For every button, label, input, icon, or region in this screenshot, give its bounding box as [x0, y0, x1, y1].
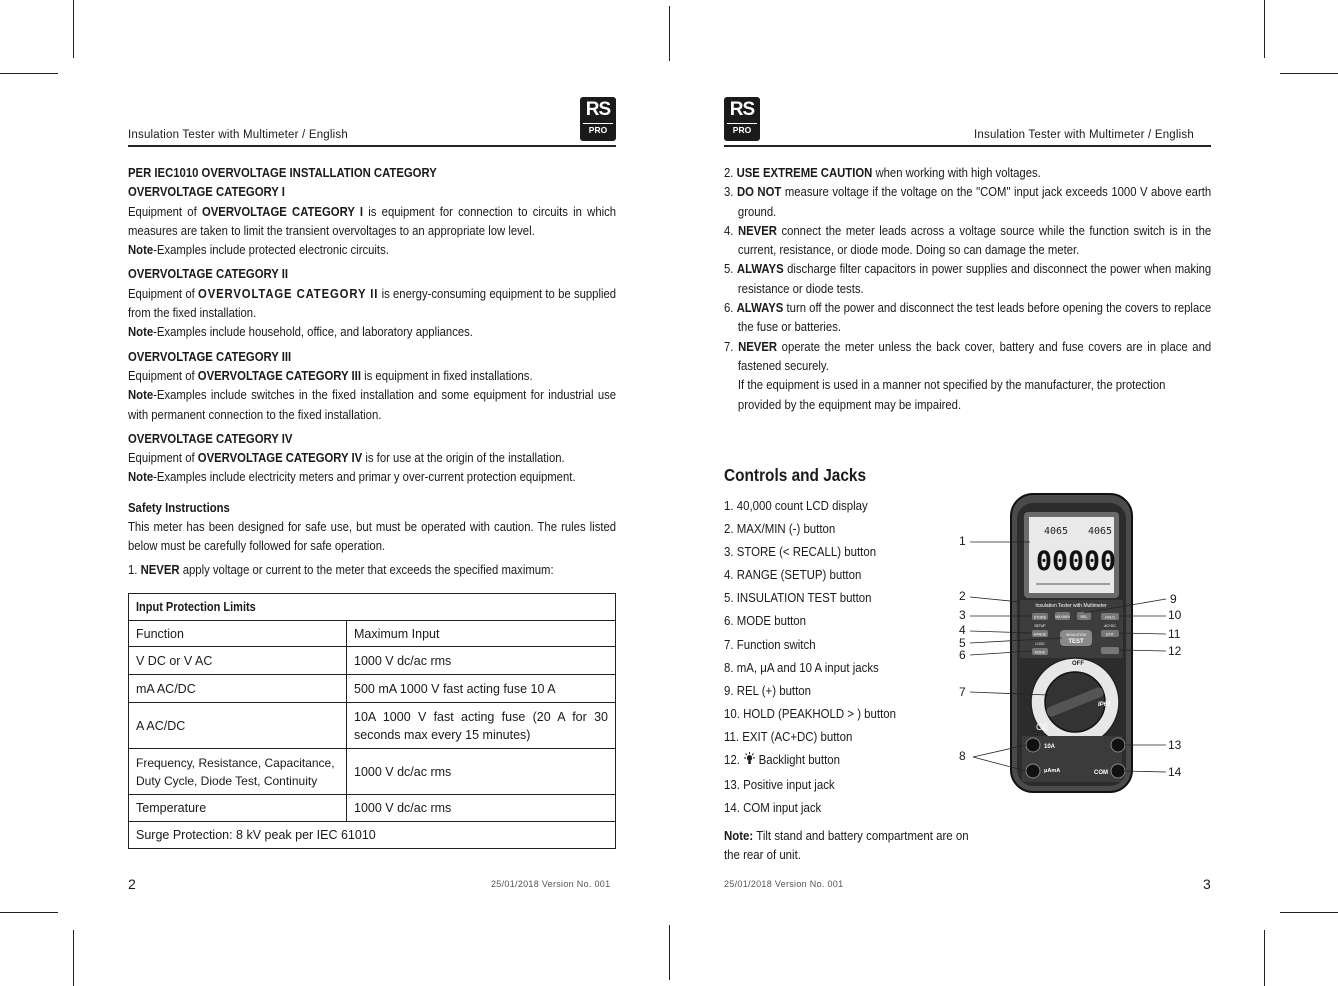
category-text: Equipment of OVERVOLTAGE CATEGORY I is equipment for connection to circuits in which measures are taken to limit the transient overvoltages to an appropriate low level. [128, 203, 617, 238]
table-cell: 10A 1000 V fast acting fuse (20 A for 30 seconds max every 15 minutes) [347, 703, 616, 749]
jack-ua-ma[interactable] [1026, 764, 1040, 778]
callout-4: 4 [959, 623, 966, 637]
backlight-button[interactable] [1101, 647, 1119, 654]
jack-positive[interactable] [1111, 738, 1125, 752]
safety-heading: Safety Instructions [128, 499, 230, 515]
safety-item: 1. NEVER apply voltage or current to the meter that exceeds the specified maximum: [128, 561, 554, 577]
safety-text: This meter has been designed for safe use, but must be operated with caution. The rules listed below must be carefully followed for safe operation. [128, 519, 617, 554]
control-item: 6. MODE button [724, 613, 807, 629]
rs-pro-logo [724, 97, 760, 141]
note-text: Note: Tilt stand and battery compartment are on the rear of unit. [724, 828, 969, 862]
svg-text:STORE: STORE [1033, 615, 1047, 620]
logo-rs: RS [729, 99, 755, 120]
crop-mark [669, 6, 670, 61]
crop-mark [1280, 73, 1338, 74]
category-text: Equipment of OVERVOLTAGE CATEGORY IV is for use at the origin of the installation. [128, 450, 565, 466]
callout-3: 3 [959, 608, 966, 622]
bulb-icon [743, 750, 755, 773]
category-heading: OVERVOLTAGE CATEGORY I [128, 184, 285, 200]
callout-9: 9 [1170, 592, 1177, 606]
table-cell: Temperature [129, 795, 347, 822]
table-cell: A AC/DC [129, 703, 347, 749]
controls-heading: Controls and Jacks [724, 465, 867, 485]
page-number-left: 2 [128, 876, 136, 892]
header-title-right: Insulation Tester with Multimeter / English [974, 129, 1194, 141]
jack-10a[interactable] [1026, 738, 1040, 752]
jack-com[interactable] [1111, 764, 1125, 778]
version-left: 25/01/2018 Version No. 001 [491, 879, 611, 889]
table-cell: 1000 V dc/ac rms [347, 749, 616, 795]
header-title-left: Insulation Tester with Multimeter / English [128, 129, 348, 141]
callout-2: 2 [959, 589, 966, 603]
callout-7: 7 [959, 685, 966, 699]
control-item: 12. Backlight button [724, 748, 896, 773]
crop-mark [0, 73, 58, 74]
crop-mark [1264, 0, 1265, 58]
control-item: 14. COM input jack [724, 800, 822, 816]
input-protection-table [128, 593, 616, 849]
svg-text:SETUP: SETUP [1034, 624, 1046, 628]
multimeter-illustration [955, 490, 1195, 800]
safety-item: 6. ALWAYS turn off the power and disconnect the test leads before opening the covers to replace the fuse or batteries. [724, 300, 1212, 335]
category-note: Note-Examples include switches in the fixed installation and some equipment for industrial use with permanent connection to the fixed installation. [128, 387, 617, 422]
control-item: 5. INSULATION TEST button [724, 590, 872, 606]
crop-mark [669, 925, 670, 980]
logo-pro: PRO [727, 123, 757, 136]
control-item: 8. mA, μA and 10 A input jacks [724, 659, 879, 675]
category-heading: OVERVOLTAGE CATEGORY III [128, 348, 292, 364]
svg-text:MODE: MODE [1034, 650, 1046, 655]
svg-text:10A: 10A [1044, 744, 1056, 750]
control-item: 2. MAX/MIN (-) button [724, 521, 836, 537]
control-item: 9. REL (+) button [724, 682, 812, 698]
callout-6: 6 [959, 648, 966, 662]
table-header: Maximum Input [347, 621, 616, 647]
lcd-small-left: 4065 [1044, 526, 1069, 537]
control-item: 7. Function switch [724, 636, 816, 652]
table-cell: mA AC/DC [129, 675, 347, 703]
callout-8: 8 [959, 749, 966, 763]
crop-mark [73, 0, 74, 58]
table-cell: V DC or V AC [129, 647, 347, 675]
table-cell: 1000 V dc/ac rms [347, 795, 616, 822]
left-body [128, 163, 616, 579]
table-header: Function [129, 621, 347, 647]
category-heading: OVERVOLTAGE CATEGORY IV [128, 430, 293, 446]
svg-text:RANGE: RANGE [1033, 632, 1047, 637]
svg-text:IP67: IP67 [1098, 702, 1111, 708]
safety-item: 3. DO NOT measure voltage if the voltage on the "COM" input jack exceeds 1000 V above earth ground. [724, 184, 1212, 219]
header-rule-right [724, 145, 1211, 147]
table-cell: Frequency, Resistance, Capacitance, Duty Cycle, Diode Test, Continuity [129, 749, 347, 795]
callout-5: 5 [959, 636, 966, 650]
svg-text:OFF: OFF [1072, 661, 1084, 667]
lcd-small-right: 4065 [1088, 526, 1113, 537]
logo-pro: PRO [583, 123, 613, 136]
rs-pro-logo [580, 97, 616, 141]
safety-item: 4. NEVER connect the meter leads across a voltage source while the function switch is in the current, resistance, or diode mode. Doing so can damage the meter. [724, 222, 1212, 258]
callout-14: 14 [1168, 765, 1182, 779]
category-note: Note-Examples include electricity meters and primar y over-current protection equipment. [128, 469, 576, 485]
closing-text: If the equipment is used in a manner not specified by the manufacturer, the protection provided by the equipment may be impaired. [737, 377, 1166, 412]
svg-text:REL: REL [1080, 615, 1088, 619]
control-item: 13. Positive input jack [724, 777, 835, 793]
category-note: Note-Examples include household, office, and laboratory appliances. [128, 324, 473, 340]
lcd-main: 00000 [1036, 546, 1116, 577]
svg-text:INSULATION: INSULATION [1065, 633, 1087, 637]
callout-10: 10 [1168, 608, 1182, 622]
control-item: 1. 40,000 count LCD display [724, 498, 868, 513]
category-heading: OVERVOLTAGE CATEGORY II [128, 266, 289, 282]
controls-list [724, 494, 896, 819]
callout-1: 1 [959, 534, 966, 548]
control-item: 11. EXIT (AC+DC) button [724, 728, 853, 744]
callout-13: 13 [1168, 738, 1182, 752]
svg-text:LOCK: LOCK [1035, 642, 1045, 646]
svg-text:MAX/MIN: MAX/MIN [1055, 615, 1070, 619]
svg-text:COM: COM [1094, 770, 1108, 776]
table-footer: Surge Protection: 8 kV peak per IEC 61010 [129, 822, 616, 849]
safety-item: 5. ALWAYS discharge filter capacitors in power supplies and disconnect the power when making resistance or diode tests. [724, 261, 1212, 296]
svg-text:EXIT: EXIT [1106, 632, 1114, 637]
crop-mark [1280, 912, 1338, 913]
header-rule-left [128, 145, 616, 147]
svg-text:HOLD: HOLD [1105, 615, 1115, 620]
svg-text:AC+DC: AC+DC [1104, 624, 1116, 628]
callout-11: 11 [1168, 627, 1181, 641]
control-item: 4. RANGE (SETUP) button [724, 567, 862, 583]
callout-12: 12 [1168, 644, 1182, 658]
section-heading: PER IEC1010 OVERVOLTAGE INSTALLATION CATEGORY [128, 165, 437, 180]
version-right: 25/01/2018 Version No. 001 [724, 879, 844, 889]
crop-mark [0, 912, 58, 913]
svg-text:TEST: TEST [1068, 639, 1084, 645]
page-number-right: 3 [1203, 876, 1211, 892]
right-body [724, 163, 1211, 414]
logo-rs: RS [585, 99, 611, 120]
svg-text:μAmA: μAmA [1044, 768, 1061, 774]
category-note: Note-Examples include protected electronic circuits. [128, 242, 389, 258]
crop-mark [73, 930, 74, 986]
control-item: 3. STORE (< RECALL) button [724, 544, 877, 560]
table-cell: 1000 V dc/ac rms [347, 647, 616, 675]
svg-text:CE: CE [1036, 722, 1049, 732]
crop-mark [1264, 930, 1265, 986]
category-text: Equipment of OVERVOLTAGE CATEGORY II is energy-consuming equipment to be supplied from the fixed installation. [128, 285, 617, 321]
category-text: Equipment of OVERVOLTAGE CATEGORY III is equipment in fixed installations. [128, 367, 533, 383]
panel-title: Insulation Tester with Multimeter [1035, 603, 1107, 609]
safety-item: 2. USE EXTREME CAUTION when working with high voltages. [724, 165, 1041, 180]
safety-item: 7. NEVER operate the meter unless the back cover, battery and fuse covers are in place and fastened securely. [724, 338, 1212, 373]
table-cell: 500 mA 1000 V fast acting fuse 10 A [347, 675, 616, 703]
control-item: 10. HOLD (PEAKHOLD > ) button [724, 705, 896, 721]
table-title: Input Protection Limits [129, 594, 616, 621]
